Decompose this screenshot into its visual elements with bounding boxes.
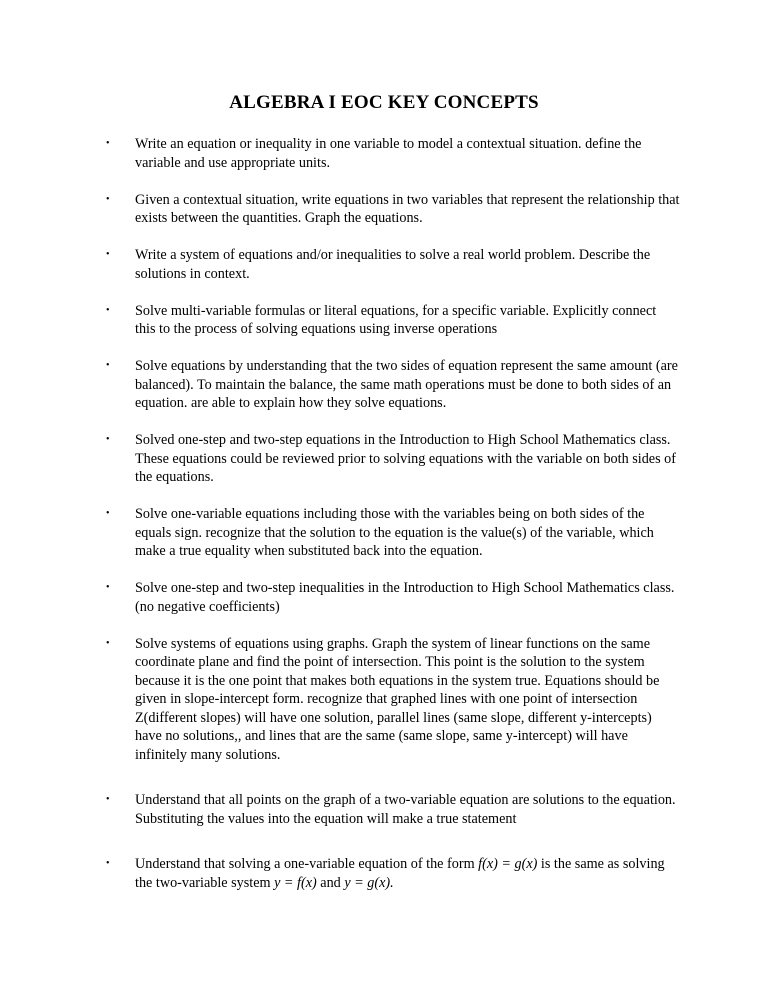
list-item-text: Solve equations by understanding that the two sides of equation represent the same amount (are balanced). To maintain the balance, the same math operations must be done to both sides of an equation. are able to explain how they solve equations. [135,358,678,411]
list-item-text: Solve systems of equations using graphs. Graph the system of linear functions on the same coordinate plane and find the point of intersection. This point is the solution to the system because it is the one point that makes both equations in the system true. Equations should be given in slope-intercept form. recognize that graphed lines with one point of intersection Z(different slopes) will have one solution, parallel lines (same slope, different y-intercepts) have no solutions,, and lines that are the same (same slope, same y-intercept) will have infinitely many solutions. [135,635,660,763]
bullet-icon: • [106,508,110,519]
list-item [0,191,768,228]
list-item-text: Write an equation or inequality in one variable to model a contextual situation. define the variable and use appropriate units. [135,136,642,171]
bullet-icon: • [106,637,110,649]
expression-fx-equals-gx: f(x) = g(x) [478,856,538,872]
bullet-icon: • [106,193,110,205]
text-run: and [316,874,345,891]
key-concepts-list [0,135,768,892]
text-run: is the same as solving the two-variable system [135,856,665,891]
list-item [0,635,768,765]
list-item-text: Solved one-step and two-step equations in the Introduction to High School Mathematics class. These equations could be reviewed prior to solving equations with the variable on both sides of the equations. [135,432,676,485]
expression-y-equals-fx: y = f(x) [274,874,317,891]
bullet-icon: • [106,249,110,260]
expression-y-equals-gx: y = g(x). [344,874,394,891]
list-item [0,246,768,283]
list-item [0,135,768,172]
bullet-icon: • [106,434,110,445]
bullet-icon: • [106,582,110,593]
list-item-text: Solve one-variable equations including those with the variables being on both sides of the equals sign. recognize that the solution to the equation is the value(s) of the variable, which make a true equality when substituted back into the equation. [135,506,654,559]
bullet-icon: • [106,858,110,869]
list-item [0,791,768,828]
list-item [0,357,768,413]
page-title: ALGEBRA I EOC KEY CONCEPTS [229,92,539,113]
list-item [0,579,768,616]
text-run: Understand that solving a one-variable equation of the form [135,856,479,872]
list-item [0,431,768,487]
list-item [0,855,768,892]
list-item-text: Write a system of equations and/or inequalities to solve a real world problem. Describe the solutions in context. [135,247,651,282]
list-item-text: Given a contextual situation, write equations in two variables that represent the relationship that exists between the quantities. Graph the equations. [135,191,680,226]
bullet-icon: • [106,304,110,316]
bullet-icon: • [106,794,110,805]
list-item [0,505,768,561]
list-item-text: Understand that all points on the graph of a two-variable equation are solutions to the equation. Substituting the values into the equation will make a true statement [135,792,676,827]
bullet-icon: • [106,360,110,371]
list-item [0,302,768,339]
list-item-text [135,855,680,892]
list-item-text: Solve multi-variable formulas or literal equations, for a specific variable. Explicitly connect this to the process of solving equations using inverse operations [135,302,657,337]
bullet-icon: • [106,138,110,149]
list-item-text: Solve one-step and two-step inequalities in the Introduction to High School Mathematics class. (no negative coefficients) [135,580,675,615]
